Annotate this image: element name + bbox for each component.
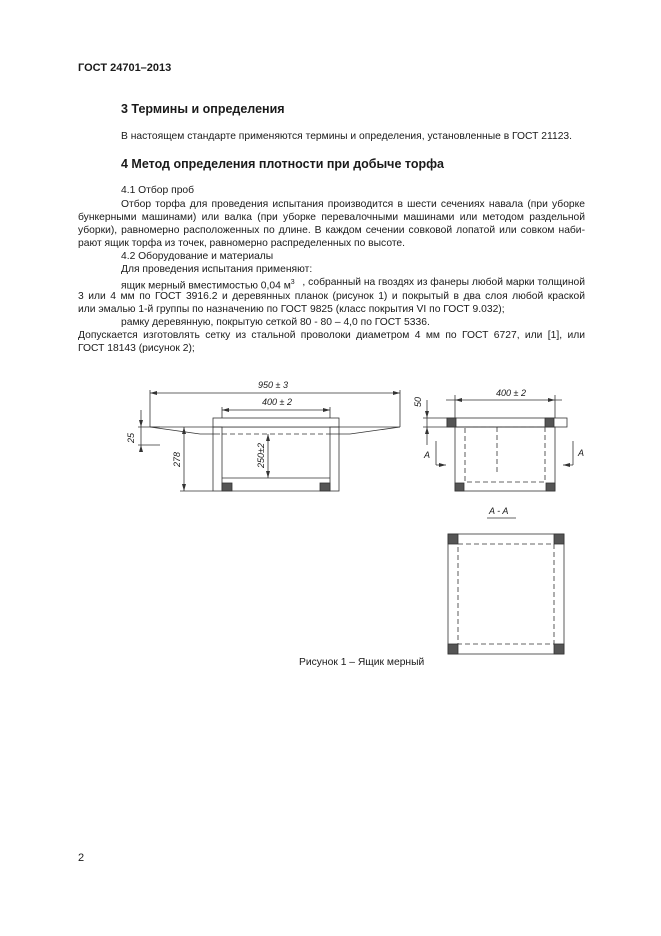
superscript: 3 — [290, 279, 295, 286]
section-outer-box — [448, 534, 564, 654]
section-hidden-inner-box — [458, 544, 554, 644]
section-3-text: В настоящем стандарте применяются термины и определения, установленные в ГОСТ 21123. — [121, 131, 573, 142]
arrow-head — [548, 398, 555, 402]
arrow-head — [182, 427, 186, 434]
paragraph-line: рают ящик торфа из точек, равномерно распределенных по высоте. — [78, 238, 406, 249]
corner-bar — [554, 644, 564, 654]
paragraph-line: или эмалью 1-й группы по назначению по ГОСТ 9825 (класс покрытия VI по ГОСТ 9.032); — [78, 304, 505, 315]
box-right-wall — [330, 427, 339, 491]
box-body-right — [455, 427, 555, 491]
corner-bar — [455, 483, 464, 491]
section-mark-a-left: A — [424, 450, 431, 460]
section-3-title: 3 Термины и определения — [121, 102, 285, 116]
arrow-head — [425, 411, 429, 418]
arrow-head — [393, 391, 400, 395]
handle-bevel-left — [150, 427, 200, 434]
arrow-head — [222, 408, 229, 412]
paragraph-line: Для проведения испытания применяют: — [121, 264, 313, 275]
section-mark-a-right: A — [578, 448, 585, 458]
section-label-a-a: A - A — [489, 506, 509, 516]
page-number: 2 — [78, 852, 85, 864]
subsection-4-2-heading: 4.2 Оборудование и материалы — [121, 251, 274, 262]
hidden-inner-box — [465, 427, 545, 482]
corner-bar — [222, 483, 232, 491]
dimension-label-278: 278 — [172, 451, 182, 467]
text-run: , собранный на гвоздях из фанеры любой марки толщиной — [302, 277, 585, 288]
dimension-label-950: 950 ± 3 — [258, 380, 288, 390]
arrow-head — [150, 391, 157, 395]
arrow-head — [266, 434, 270, 441]
corner-bar — [554, 534, 564, 544]
figure-measuring-box-drawing — [0, 360, 661, 660]
arrow-head — [182, 484, 186, 491]
corner-bar — [545, 418, 554, 427]
arrow-head — [455, 398, 462, 402]
paragraph-line: ГОСТ 18143 (рисунок 2); — [78, 343, 195, 354]
dimension-label-50: 50 — [413, 396, 423, 407]
paragraph-line: уборки), равномерно расположенных по длине. В каждом сечении совковой лопатой или совком наби- — [78, 225, 585, 236]
document-header: ГОСТ 24701–2013 — [78, 62, 172, 74]
arrow-head — [266, 471, 270, 478]
corner-bar — [546, 483, 555, 491]
corner-bar — [447, 418, 456, 427]
paragraph-line: Отбор торфа для проведения испытания производится в шести сечениях навала (при уборке — [121, 199, 585, 210]
arrow-head — [139, 445, 143, 452]
corner-bar — [320, 483, 330, 491]
dimension-label-400-right: 400 ± 2 — [496, 388, 526, 398]
text-run: ящик мерный вместимостью 0,04 м — [121, 280, 291, 292]
dimension-label-250: 250±2 — [256, 443, 266, 468]
arrow-head — [425, 427, 429, 434]
arrow-head — [439, 463, 446, 467]
arrow-head — [563, 463, 570, 467]
box-left-wall — [213, 427, 222, 491]
arrow-head — [139, 420, 143, 427]
corner-bar — [448, 534, 458, 544]
figure-caption: Рисунок 1 – Ящик мерный — [299, 657, 425, 668]
section-4-title: 4 Метод определения плотности при добыче торфа — [121, 157, 444, 171]
corner-bar — [448, 644, 458, 654]
subsection-4-1-heading: 4.1 Отбор проб — [121, 185, 195, 196]
paragraph-line: 3 или 4 мм по ГОСТ 3916.2 и деревянных планок (рисунок 1) и покрытый в два слоя любой краской — [78, 291, 585, 302]
arrow-head — [323, 408, 330, 412]
paragraph-line: рамку деревянную, покрытую сеткой 80 - 80 – 4,0 по ГОСТ 5336. — [121, 317, 430, 328]
dimension-label-400-left: 400 ± 2 — [262, 397, 292, 407]
top-rim — [213, 418, 339, 427]
dimension-label-25: 25 — [126, 432, 136, 443]
handle-bevel-right — [350, 427, 400, 434]
paragraph-line: бункерными машинами) или валка (при уборке перевалочными машинами или методом раздельной — [78, 212, 585, 223]
paragraph-line: Допускается изготовлять сетку из стальной проволоки диаметром 4 мм по ГОСТ 6727, или [1], или — [78, 330, 585, 341]
